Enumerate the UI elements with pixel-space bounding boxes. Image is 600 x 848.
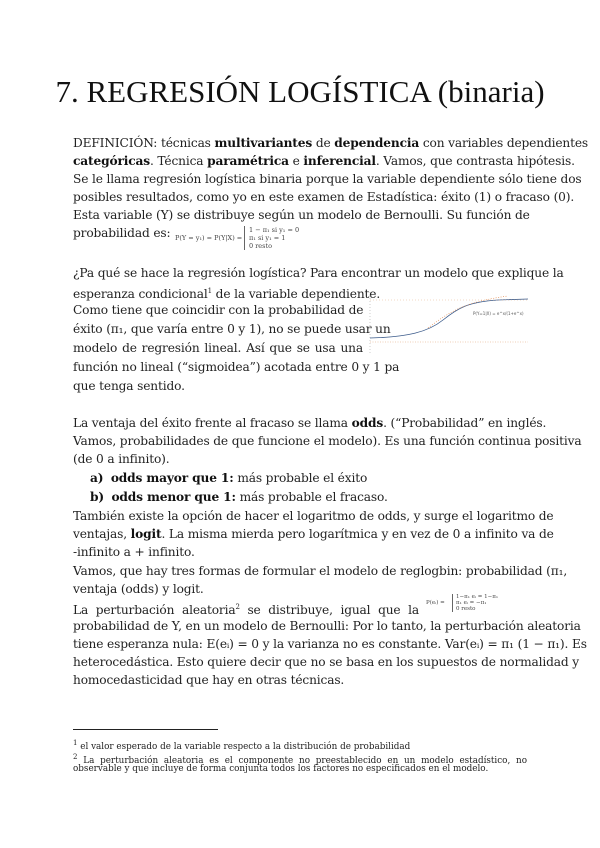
footnote-divider <box>73 729 218 730</box>
perturbation-line: La perturbación aleatoria$^2$ se distribuye, igual que la <box>73 603 420 618</box>
list-item-a: a) odds mayor que 1: más probable el éxito <box>90 471 368 485</box>
text-line: Vamos, que hay tres formas de formular el modelo de reglogbin: probabilidad (π₁, <box>73 564 568 578</box>
perturbation-formula-cases: 1−π₁ eᵢ = 1−π₁ π₁ eᵢ = −π₁ 0 resto <box>452 594 498 612</box>
definition-line-1: DEFINICIÓN: técnicas multivariantes de dependencia con variables dependientes <box>73 136 589 150</box>
logit-line: ventajas, logit. La misma mierda pero logarítmica y en vez de 0 a infinito va de <box>73 527 554 541</box>
text-line: probabilidad es: <box>73 226 171 240</box>
page-title: 7. REGRESIÓN LOGÍSTICA (binaria) <box>55 74 545 109</box>
text-line: ¿Pa qué se hace la regresión logística? Para encontrar un modelo que explique la <box>73 266 564 280</box>
text-line: Vamos, probabilidades de que funcione el modelo). Es una función continua positiva <box>73 434 582 448</box>
formula-lhs: P(Y = y₁) = P(Y|X) = <box>175 234 243 242</box>
text-line: Como tiene que coincidir con la probabilidad de <box>73 303 364 317</box>
definition-line-2: categóricas. Técnica paramétrica e inferencial. Vamos, que contrasta hipótesis. <box>73 154 575 168</box>
text-line: -infinito a + infinito. <box>73 545 195 559</box>
curve-label: P(Y=1|X) = e^x/(1+e^x) <box>473 311 524 316</box>
text-line: modelo de regresión lineal. Así que se usa una <box>73 341 363 355</box>
text-line: heterocedástica. Esto quiere decir que no se basa en los supuestos de normalidad y <box>73 655 580 669</box>
text-line: ventaja (odds) y logit. <box>73 582 204 596</box>
list-item-b: b) odds menor que 1: más probable el fracaso. <box>90 490 388 504</box>
formula-cases: 1 − π₁ si y₁ = 0 π₁ si y₁ = 1 0 resto <box>244 226 299 250</box>
text-line: homocedasticidad que hay en otras técnicas. <box>73 673 345 687</box>
text-line: esperanza condicional$^1$ de la variable dependiente. <box>73 287 381 302</box>
odds-line-1: La ventaja del éxito frente al fracaso se llama odds. (“Probabilidad” en inglés. <box>73 416 547 430</box>
footnote-2-cont: observable y que incluye de forma conjunta todos los factores no especificados en el modelo. <box>73 764 489 774</box>
text-line: que tenga sentido. <box>73 379 185 393</box>
text-line: posibles resultados, como yo en este examen de Estadística: éxito (1) o fracaso (0). <box>73 190 575 204</box>
footnote-2: $^2$ La perturbación aleatoria es el componente no preestablecido en un modelo estadístico, no <box>73 753 527 766</box>
perturbation-formula: P(eᵢ) = <box>426 600 445 606</box>
sigmoid-curve <box>370 299 528 338</box>
text-line: éxito (π₁, que varía entre 0 y 1), no se puede usar un <box>73 322 391 336</box>
text-line: tiene esperanza nula: E(eᵢ) = 0 y la varianza no es constante. Var(eᵢ) = π₁ (1 − π₁). Es <box>73 637 587 651</box>
text-line: probabilidad de Y, en un modelo de Bernoulli: Por lo tanto, la perturbación aleatoria <box>73 619 581 633</box>
text-line: función no lineal (“sigmoidea”) acotada entre 0 y 1 pa <box>73 360 400 374</box>
footnote-1: $^1$ el valor esperado de la variable respecto a la distribución de probabilidad <box>73 739 411 752</box>
text-line: Se le llama regresión logística binaria porque la variable dependiente sólo tiene dos <box>73 172 582 186</box>
text-line: Esta variable (Y) se distribuye según un modelo de Bernoulli. Su función de <box>73 208 530 222</box>
text-line: También existe la opción de hacer el logaritmo de odds, y surge el logaritmo de <box>73 509 554 523</box>
text-line: (de 0 a infinito). <box>73 452 170 466</box>
sigmoid-graph <box>368 288 530 358</box>
bernoulli-formula <box>175 234 242 242</box>
